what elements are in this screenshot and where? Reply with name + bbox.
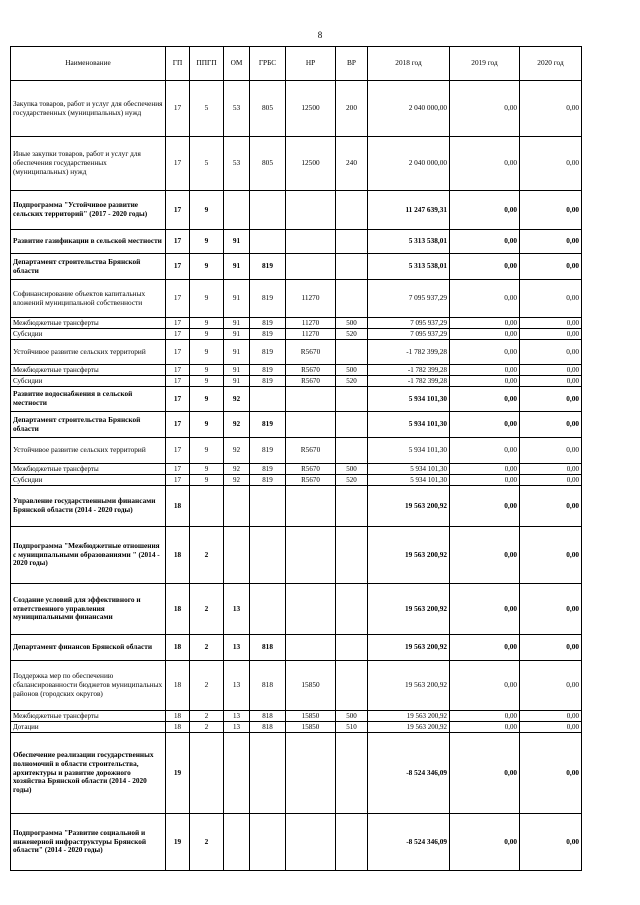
table-cell: 5 [190, 81, 224, 137]
table-cell: -8 524 346,09 [368, 733, 450, 814]
table-cell [336, 733, 368, 814]
table-cell: 0,00 [520, 81, 582, 137]
table-cell: 17 [166, 329, 190, 340]
table-cell: R5670 [286, 365, 336, 376]
row-name-cell: Подпрограмма "Устойчивое развитие сельских территорий" (2017 - 2020 годы) [11, 191, 166, 230]
table-cell [224, 191, 250, 230]
table-row [11, 340, 582, 365]
table-cell: 19 563 200,92 [368, 635, 450, 661]
table-cell: 0,00 [520, 191, 582, 230]
table-cell: 13 [224, 722, 250, 733]
table-cell: 91 [224, 230, 250, 254]
table-cell: 9 [190, 318, 224, 329]
row-name-cell: Управление государственными финансами Брянской области (2014 - 2020 годы) [11, 486, 166, 527]
table-cell: 9 [190, 438, 224, 464]
table-cell: 17 [166, 412, 190, 438]
table-cell: 15850 [286, 711, 336, 722]
table-cell: 5 934 101,30 [368, 387, 450, 412]
table-cell: 17 [166, 137, 190, 191]
table-cell: 0,00 [450, 230, 520, 254]
table-cell [224, 814, 250, 871]
table-cell [286, 814, 336, 871]
table-cell [336, 661, 368, 711]
table-cell: 510 [336, 722, 368, 733]
row-name-cell: Поддержка мер по обеспечению сбалансированности бюджетов муниципальных районов (городских округов) [11, 661, 166, 711]
table-cell: 200 [336, 81, 368, 137]
table-cell [286, 230, 336, 254]
column-header: ГП [166, 47, 190, 81]
table-cell: 9 [190, 365, 224, 376]
table-cell: 0,00 [450, 464, 520, 475]
table-cell: 819 [250, 412, 286, 438]
table-cell: 9 [190, 191, 224, 230]
table-cell: 19 [166, 814, 190, 871]
table-cell: 0,00 [520, 329, 582, 340]
table-cell: 7 095 937,29 [368, 280, 450, 318]
table-row [11, 365, 582, 376]
row-name-cell: Создание условий для эффективного и ответственного управления муниципальными финансами [11, 584, 166, 635]
table-cell: 520 [336, 376, 368, 387]
table-cell: R5670 [286, 438, 336, 464]
table-cell: 0,00 [450, 814, 520, 871]
table-cell [336, 191, 368, 230]
table-cell: 18 [166, 635, 190, 661]
table-cell: 0,00 [450, 475, 520, 486]
table-cell: 0,00 [450, 722, 520, 733]
row-name-cell: Департамент строительства Брянской области [11, 412, 166, 438]
table-body [11, 81, 582, 871]
table-cell: 0,00 [450, 340, 520, 365]
table-cell [190, 486, 224, 527]
table-cell: 92 [224, 387, 250, 412]
table-cell: 0,00 [450, 711, 520, 722]
table-cell: 15850 [286, 661, 336, 711]
row-name-cell: Департамент строительства Брянской области [11, 254, 166, 280]
table-cell [250, 387, 286, 412]
table-cell: 819 [250, 340, 286, 365]
table-cell: 0,00 [520, 376, 582, 387]
table-cell [250, 191, 286, 230]
table-cell: 0,00 [450, 733, 520, 814]
table-cell: R5670 [286, 376, 336, 387]
table-row [11, 475, 582, 486]
table-cell: 17 [166, 191, 190, 230]
row-name-cell: Устойчивое развитие сельских территорий [11, 340, 166, 365]
table-cell [286, 486, 336, 527]
table-cell: 11270 [286, 318, 336, 329]
column-header: ППГП [190, 47, 224, 81]
table-row [11, 329, 582, 340]
table-cell: 5 934 101,30 [368, 464, 450, 475]
table-row [11, 376, 582, 387]
table-cell: R5670 [286, 464, 336, 475]
table-cell: 0,00 [520, 137, 582, 191]
table-row [11, 137, 582, 191]
table-cell: 500 [336, 318, 368, 329]
table-cell: 818 [250, 635, 286, 661]
row-name-cell: Иные закупки товаров, работ и услуг для обеспечения государственных (муниципальных) нужд [11, 137, 166, 191]
table-cell: 819 [250, 254, 286, 280]
table-cell: 805 [250, 137, 286, 191]
table-cell: 0,00 [450, 137, 520, 191]
table-cell: 9 [190, 280, 224, 318]
page-number: 8 [317, 30, 323, 40]
table-cell: 819 [250, 365, 286, 376]
table-cell: 0,00 [520, 280, 582, 318]
table-cell [250, 527, 286, 584]
table-cell: 2 [190, 711, 224, 722]
table-cell: 0,00 [520, 527, 582, 584]
table-cell: -1 782 399,28 [368, 340, 450, 365]
table-row [11, 814, 582, 871]
table-cell [336, 387, 368, 412]
table-cell: 91 [224, 340, 250, 365]
table-cell [336, 527, 368, 584]
table-cell [336, 814, 368, 871]
table-cell: 0,00 [520, 387, 582, 412]
table-cell: 19 563 200,92 [368, 711, 450, 722]
table-cell: 0,00 [450, 280, 520, 318]
table-cell: 520 [336, 475, 368, 486]
table-cell: 18 [166, 711, 190, 722]
table-cell: 0,00 [450, 191, 520, 230]
table-cell: 2 [190, 722, 224, 733]
table-cell: 11270 [286, 280, 336, 318]
row-name-cell: Субсидии [11, 475, 166, 486]
table-cell: 0,00 [450, 438, 520, 464]
table-cell [286, 412, 336, 438]
table-cell [336, 254, 368, 280]
table-cell [336, 280, 368, 318]
table-cell: 17 [166, 365, 190, 376]
row-name-cell: Дотации [11, 722, 166, 733]
table-cell: 2 [190, 661, 224, 711]
table-cell: 2 [190, 635, 224, 661]
column-header: 2020 год [520, 47, 582, 81]
table-cell: 17 [166, 230, 190, 254]
column-header: ГРБС [250, 47, 286, 81]
table-cell: 805 [250, 81, 286, 137]
table-row [11, 81, 582, 137]
table-row [11, 711, 582, 722]
table-cell: 2 [190, 584, 224, 635]
row-name-cell: Межбюджетные трансферты [11, 464, 166, 475]
table-cell: 0,00 [520, 438, 582, 464]
table-cell: 0,00 [520, 365, 582, 376]
table-cell: 819 [250, 475, 286, 486]
table-cell: 19 [166, 733, 190, 814]
column-header: ВР [336, 47, 368, 81]
table-cell: 12500 [286, 81, 336, 137]
column-header: 2019 год [450, 47, 520, 81]
table-cell: 17 [166, 464, 190, 475]
table-cell: 17 [166, 438, 190, 464]
table-cell: 0,00 [450, 329, 520, 340]
table-cell: 9 [190, 475, 224, 486]
table-cell: 18 [166, 486, 190, 527]
table-cell: 500 [336, 365, 368, 376]
table-cell: 18 [166, 584, 190, 635]
table-cell: 19 563 200,92 [368, 584, 450, 635]
table-cell [336, 340, 368, 365]
table-row [11, 527, 582, 584]
table-cell: 819 [250, 438, 286, 464]
table-row [11, 191, 582, 230]
table-cell: 13 [224, 635, 250, 661]
table-cell: 5 313 538,01 [368, 254, 450, 280]
table-cell [224, 733, 250, 814]
table-cell: 11270 [286, 329, 336, 340]
table-cell: 19 563 200,92 [368, 527, 450, 584]
table-cell: 91 [224, 280, 250, 318]
table-cell: 12500 [286, 137, 336, 191]
table-cell: 53 [224, 137, 250, 191]
table-cell: 0,00 [520, 661, 582, 711]
table-cell: 818 [250, 722, 286, 733]
table-cell: 0,00 [520, 318, 582, 329]
table-cell [286, 254, 336, 280]
table-cell: 91 [224, 376, 250, 387]
header-row [11, 47, 582, 81]
table-cell: 91 [224, 329, 250, 340]
table-cell: 0,00 [520, 711, 582, 722]
table-cell: 0,00 [520, 412, 582, 438]
table-cell: 0,00 [520, 635, 582, 661]
table-cell: 9 [190, 376, 224, 387]
table-cell: 5 [190, 137, 224, 191]
table-cell: 91 [224, 254, 250, 280]
table-cell: 0,00 [450, 254, 520, 280]
table-cell: 17 [166, 280, 190, 318]
table-cell: 17 [166, 254, 190, 280]
table-cell: -1 782 399,28 [368, 365, 450, 376]
table-cell: 818 [250, 711, 286, 722]
table-cell: 13 [224, 661, 250, 711]
table-row [11, 438, 582, 464]
table-cell: 9 [190, 230, 224, 254]
table-row [11, 318, 582, 329]
table-cell: 17 [166, 340, 190, 365]
row-name-cell: Межбюджетные трансферты [11, 318, 166, 329]
table-cell [286, 733, 336, 814]
table-cell: 0,00 [450, 527, 520, 584]
table-cell: 18 [166, 527, 190, 584]
table-cell [286, 191, 336, 230]
row-name-cell: Департамент финансов Брянской области [11, 635, 166, 661]
table-cell: 9 [190, 412, 224, 438]
table-cell: 0,00 [520, 584, 582, 635]
table-row [11, 486, 582, 527]
row-name-cell: Развитие газификации в сельской местности [11, 230, 166, 254]
table-cell [286, 527, 336, 584]
table-cell: 9 [190, 340, 224, 365]
table-cell: 0,00 [520, 230, 582, 254]
table-cell: -1 782 399,28 [368, 376, 450, 387]
table-cell: 9 [190, 329, 224, 340]
table-cell: 17 [166, 376, 190, 387]
table-cell: 5 313 538,01 [368, 230, 450, 254]
table-cell: 13 [224, 584, 250, 635]
table-cell [336, 412, 368, 438]
table-cell: 0,00 [520, 722, 582, 733]
table-cell: 53 [224, 81, 250, 137]
table-cell: 7 095 937,29 [368, 318, 450, 329]
table-cell: 15850 [286, 722, 336, 733]
table-cell: 0,00 [450, 81, 520, 137]
row-name-cell: Субсидии [11, 329, 166, 340]
table-cell: 240 [336, 137, 368, 191]
column-header: ОМ [224, 47, 250, 81]
table-row [11, 230, 582, 254]
row-name-cell: Межбюджетные трансферты [11, 365, 166, 376]
table-cell: 819 [250, 280, 286, 318]
table-cell: 2 040 000,00 [368, 137, 450, 191]
table-cell: 9 [190, 254, 224, 280]
table-cell [250, 733, 286, 814]
table-cell: 819 [250, 329, 286, 340]
table-cell: R5670 [286, 475, 336, 486]
table-row [11, 254, 582, 280]
table-cell [250, 584, 286, 635]
table-cell: 520 [336, 329, 368, 340]
table-cell: 9 [190, 387, 224, 412]
table-row [11, 387, 582, 412]
table-cell: 17 [166, 318, 190, 329]
table-cell [286, 387, 336, 412]
row-name-cell: Устойчивое развитие сельских территорий [11, 438, 166, 464]
table-cell: 0,00 [450, 584, 520, 635]
table-cell: 0,00 [450, 376, 520, 387]
table-cell [336, 635, 368, 661]
table-cell: 92 [224, 412, 250, 438]
table-cell: 17 [166, 81, 190, 137]
table-cell: -8 524 346,09 [368, 814, 450, 871]
table-cell: 0,00 [520, 254, 582, 280]
column-header: Наименование [11, 47, 166, 81]
table-cell: 91 [224, 365, 250, 376]
table-cell: 0,00 [450, 486, 520, 527]
table-cell [250, 486, 286, 527]
table-cell [286, 635, 336, 661]
table-cell [190, 733, 224, 814]
table-cell [286, 584, 336, 635]
table-cell: 0,00 [450, 387, 520, 412]
table-cell [224, 527, 250, 584]
table-cell: 0,00 [520, 464, 582, 475]
table-cell: 0,00 [450, 365, 520, 376]
table-cell: 92 [224, 464, 250, 475]
table-row [11, 722, 582, 733]
table-cell: 0,00 [450, 412, 520, 438]
table-row [11, 464, 582, 475]
table-cell [336, 438, 368, 464]
table-cell: 11 247 639,31 [368, 191, 450, 230]
table-cell: 17 [166, 387, 190, 412]
table-cell: 500 [336, 711, 368, 722]
table-cell: 2 040 000,00 [368, 81, 450, 137]
table-row [11, 661, 582, 711]
table-cell: 19 563 200,92 [368, 486, 450, 527]
budget-table [10, 46, 582, 871]
table-cell [336, 584, 368, 635]
table-row [11, 584, 582, 635]
table-cell: 819 [250, 318, 286, 329]
table-cell: 818 [250, 661, 286, 711]
table-cell [250, 814, 286, 871]
table-cell: 5 934 101,30 [368, 438, 450, 464]
table-cell: 18 [166, 661, 190, 711]
table-cell [224, 486, 250, 527]
table-cell: 0,00 [450, 635, 520, 661]
row-name-cell: Софинансирование объектов капитальных вложений муниципальной собственности [11, 280, 166, 318]
table-cell: 5 934 101,30 [368, 475, 450, 486]
table-cell: 5 934 101,30 [368, 412, 450, 438]
table-cell: 9 [190, 464, 224, 475]
row-name-cell: Субсидии [11, 376, 166, 387]
row-name-cell: Закупка товаров, работ и услуг для обеспечения государственных (муниципальных) нужд [11, 81, 166, 137]
row-name-cell: Межбюджетные трансферты [11, 711, 166, 722]
row-name-cell: Подпрограмма "Развитие социальной и инженерной инфраструктуры Брянской области" (2014 - 2020 годы) [11, 814, 166, 871]
table-cell: 7 095 937,29 [368, 329, 450, 340]
table-cell: 17 [166, 475, 190, 486]
table-cell: 2 [190, 527, 224, 584]
table-cell: 19 563 200,92 [368, 722, 450, 733]
table-row [11, 412, 582, 438]
table-cell [250, 230, 286, 254]
table-cell: 13 [224, 711, 250, 722]
row-name-cell: Развитие водоснабжения в сельской местности [11, 387, 166, 412]
table-cell: 819 [250, 376, 286, 387]
table-row [11, 280, 582, 318]
table-cell: 92 [224, 475, 250, 486]
table-cell: 0,00 [520, 486, 582, 527]
table-cell: 0,00 [520, 475, 582, 486]
table-cell: 19 563 200,92 [368, 661, 450, 711]
table-cell: 0,00 [450, 318, 520, 329]
table-cell: 91 [224, 318, 250, 329]
table-cell: 0,00 [520, 814, 582, 871]
row-name-cell: Обеспечение реализации государственных полномочий в области строительства, архитектуры и развитие дорожного хозяйства Брянской области (2014 - 2020 годы) [11, 733, 166, 814]
table-cell [336, 230, 368, 254]
column-header: 2018 год [368, 47, 450, 81]
table-row [11, 635, 582, 661]
table-cell: 819 [250, 464, 286, 475]
table-cell: 92 [224, 438, 250, 464]
table-cell: 18 [166, 722, 190, 733]
table-cell [336, 486, 368, 527]
row-name-cell: Подпрограмма "Межбюджетные отношения с муниципальными образованиями " (2014 - 2020 годы) [11, 527, 166, 584]
table-cell: 0,00 [520, 733, 582, 814]
table-row [11, 733, 582, 814]
table-cell: 0,00 [520, 340, 582, 365]
column-header: НР [286, 47, 336, 81]
table-cell: 0,00 [450, 661, 520, 711]
table-cell: R5670 [286, 340, 336, 365]
table-cell: 500 [336, 464, 368, 475]
table-cell: 2 [190, 814, 224, 871]
